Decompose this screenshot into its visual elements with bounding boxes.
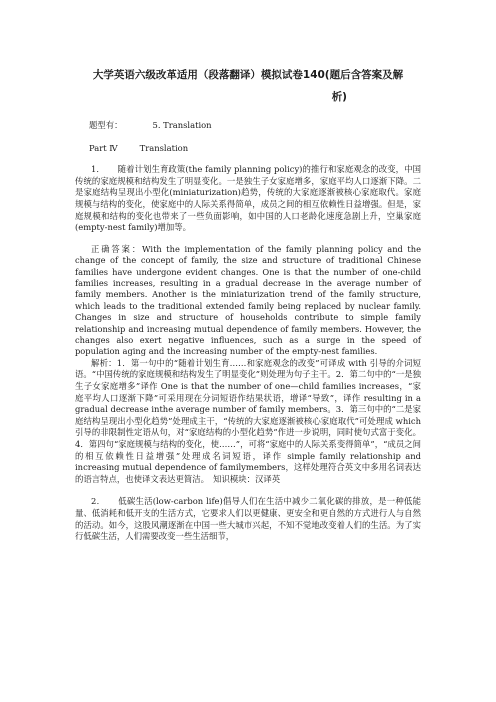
question-1-chinese: 1． 随着计划生育政策(the family planning policy)的推行和家庭观念的改变，中国传统的家庭规模和结构发生了明显变化。一是独生子女家庭增多，家庭平均人口逐渐下降。二是家庭结构呈现出小型化(miniaturization)趋势，传统的大家庭逐渐被核心家庭取代。家庭规模与结构的变化，使家庭中的人际关系得简单，成员之间的相互依赖性日益增强。但是，家庭规模和结构的变化也带来了一些负面影响，如中国的人口老龄化速度急剧上升，空巢家庭(empty-nest family)增加等。 — [75, 164, 421, 233]
question-1-analysis: 解析：1．第一句中的“随着计划生育……和家庭观念的改变”可译成 with 引导的介词短语。“中国传统的家庭规模和结构发生了明显变化”则处理为句子主干。2．第二句中的“一是独生子女家庭增多”译作 One is that the number of one—child families increases，“家庭平均人口逐渐下降”可采用现在分词短语作结果状语，增译“导致”，译作 resulting in a gradual decrease inthe average number of family members。3．第三句中的“二是家庭结构呈现出小型化趋势”处理成主干，“传统的大家庭逐渐被核心家庭取代”可处理成 which 引导的非限制性定语从句，对“家庭结构的小型化趋势”作进一步说明，同时使句式富于变化。4．第四句“家庭规模与结构的变化，使……”，可将“家庭中的人际关系变得简单”，“成员之间的相互依赖性日益增强”处理成名词短语，译作 simple family relationship and increasing mutual dependence of familymembers，这样处理符合英文中多用名词表达的语言特点，也使译文表达更简洁。 知识模块：汉译英 — [75, 357, 421, 484]
question-type-value: 5. Translation — [152, 120, 212, 130]
part-heading — [75, 143, 421, 155]
document-content — [75, 64, 421, 543]
question-1-answer: 正确答案：With the implementation of the family planning policy and the change of the concept of family, the size and structure of traditional Chinese families have undergone evident changes. One is that the number of one-child families increases, resulting in a gradual decrease in the average number of family members. Another is the miniaturization trend of the family structure, which leads to the traditional extended family being replaced by nuclear family. Changes in size and structure of households contribute to simple family relationship and increasing mutual dependence of family members. However, the changes also exert negative influences, such as a surge in the speed of population aging and the increasing number of the empty-nest families. — [75, 243, 421, 357]
title-line-1: 大学英语六级改革适用（段落翻译）模拟试卷140(题后含答案及解 — [92, 69, 404, 81]
part-label: Part Ⅳ — [89, 142, 118, 153]
question-type-label: 题型有： — [89, 120, 123, 130]
question-type-line — [75, 120, 421, 132]
part-value: Translation — [139, 142, 189, 153]
title-line-2: 析) — [331, 91, 347, 103]
question-2-chinese: 2． 低碳生活(low-carbon life)倡导人们在生活中减少二氧化碳的排放，是一种低能量、低消耗和低开支的生活方式，它要求人们以更健康、更安全和更自然的方式进行人与自然的活动。如今，这股风潮逐渐在中国一些大城市兴起，不知不觉地改变着人们的生活。为了实行低碳生活，人们需要改变一些生活细节， — [75, 496, 421, 542]
document-title — [75, 64, 421, 108]
